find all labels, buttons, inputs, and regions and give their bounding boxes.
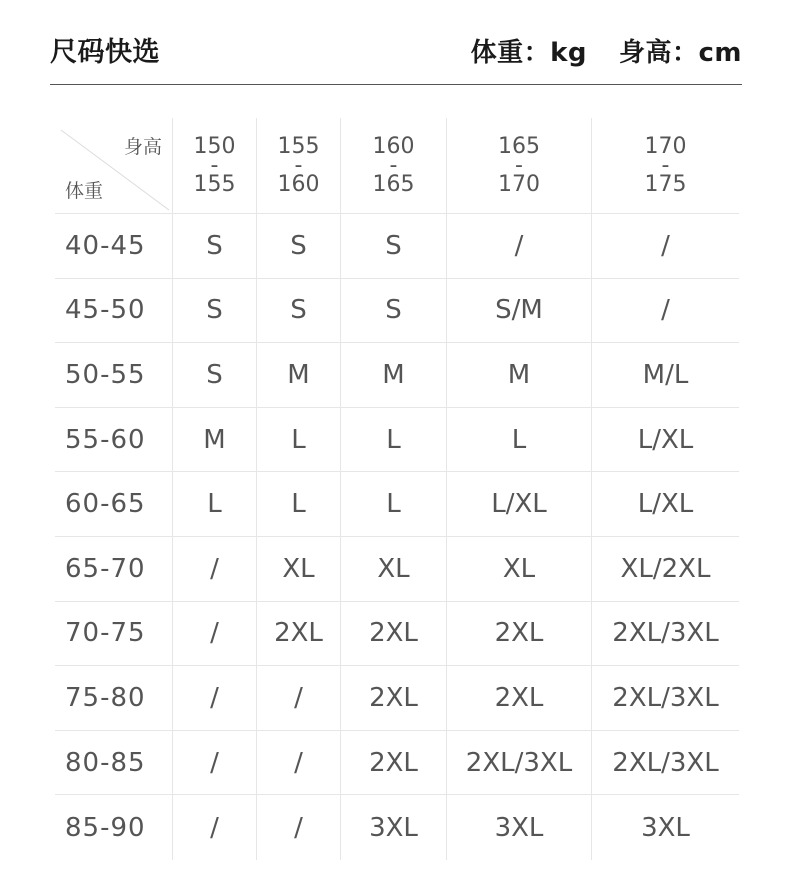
- size-cell: /: [446, 214, 591, 279]
- size-cell: 2XL/3XL: [591, 666, 739, 731]
- height-range-to: 155: [193, 171, 236, 197]
- size-cell: S: [256, 214, 340, 279]
- size-cell: 2XL/3XL: [591, 731, 739, 796]
- weight-range-label: 85-90: [65, 812, 146, 843]
- size-cell: L/XL: [591, 408, 739, 473]
- size-cell: 3XL: [591, 795, 739, 860]
- weight-unit-label: 体重：kg: [470, 38, 587, 68]
- page-title: 尺码快选: [50, 37, 160, 68]
- size-cell: S: [172, 279, 256, 344]
- weight-range-label: 75-80: [55, 666, 172, 731]
- size-cell: /: [172, 537, 256, 602]
- weight-range-label: 40-45: [55, 214, 172, 279]
- size-cell: 2XL: [256, 602, 340, 667]
- size-cell: /: [256, 795, 340, 860]
- height-range-sep: -: [294, 152, 303, 178]
- height-unit-label: 身高：cm: [618, 38, 742, 68]
- height-range-header: [340, 118, 446, 214]
- height-range-to: 175: [644, 171, 687, 197]
- size-cell: L: [340, 408, 446, 473]
- size-cell: S/M: [446, 279, 591, 344]
- height-range-sep: -: [515, 152, 523, 178]
- weight-range-label: 65-70: [55, 537, 172, 602]
- weight-range-label: 50-55: [55, 343, 172, 408]
- size-cell: 3XL: [446, 795, 591, 860]
- height-range-sep: -: [210, 152, 219, 178]
- corner-weight-label: 体重: [65, 180, 104, 202]
- height-range-from: 170: [644, 133, 687, 159]
- size-cell: 2XL/3XL: [446, 731, 591, 796]
- size-cell: M: [446, 343, 591, 408]
- size-cell: /: [172, 666, 256, 731]
- size-cell: XL/2XL: [591, 537, 739, 602]
- size-cell: 2XL/3XL: [591, 602, 739, 667]
- size-cell: S: [172, 214, 256, 279]
- size-cell: M: [340, 343, 446, 408]
- size-cell: L: [340, 472, 446, 537]
- size-cell: S: [340, 214, 446, 279]
- size-cell: 2XL: [340, 602, 446, 667]
- weight-range-label: 80-85: [55, 731, 172, 796]
- height-range-header: [591, 118, 739, 214]
- size-cell: /: [256, 731, 340, 796]
- size-cell: M: [172, 408, 256, 473]
- height-range-to: 165: [372, 171, 415, 197]
- size-cell: L: [172, 472, 256, 537]
- size-cell: XL: [446, 537, 591, 602]
- size-cell: S: [256, 279, 340, 344]
- size-cell: S: [172, 343, 256, 408]
- size-cell: S: [340, 279, 446, 344]
- size-cell: /: [256, 666, 340, 731]
- size-cell: 2XL: [340, 666, 446, 731]
- weight-range-label: 70-75: [55, 602, 172, 667]
- size-cell: 2XL: [446, 666, 591, 731]
- size-cell: /: [172, 731, 256, 796]
- height-range-from: 155: [277, 133, 320, 159]
- size-cell: L/XL: [591, 472, 739, 537]
- size-cell: XL: [256, 537, 340, 602]
- size-cell: XL: [340, 537, 446, 602]
- size-cell: 2XL: [446, 602, 591, 667]
- header: [50, 24, 742, 74]
- size-cell: L: [446, 408, 591, 473]
- height-range-sep: -: [661, 152, 670, 178]
- size-chart-table: [55, 118, 739, 860]
- height-range-sep: -: [389, 152, 398, 178]
- size-cell: M/L: [591, 343, 739, 408]
- size-cell: 3XL: [340, 795, 446, 860]
- corner-height-label: 身高: [123, 136, 162, 158]
- weight-range-label: 60-65: [55, 472, 172, 537]
- size-cell: /: [591, 214, 739, 279]
- height-range-from: 160: [372, 133, 415, 159]
- size-cell: 2XL: [340, 731, 446, 796]
- size-cell: L: [256, 408, 340, 473]
- size-cell: M: [256, 343, 340, 408]
- size-cell: /: [591, 279, 739, 344]
- weight-range-label: 45-50: [55, 279, 172, 344]
- weight-range-label: 55-60: [55, 408, 172, 473]
- height-range-header: [256, 118, 340, 214]
- header-divider: [50, 84, 742, 85]
- height-range-from: 150: [193, 133, 236, 159]
- size-cell: L: [256, 472, 340, 537]
- height-range-to: 160: [277, 171, 320, 197]
- corner-header-cell: [55, 118, 172, 214]
- unit-legend: [471, 32, 742, 69]
- size-cell: L/XL: [446, 472, 591, 537]
- size-cell: /: [172, 795, 256, 860]
- height-range-header: [446, 118, 591, 214]
- height-range-to: 170: [498, 171, 540, 197]
- height-range-header: [172, 118, 256, 214]
- height-range-from: 165: [498, 133, 540, 159]
- size-cell: /: [172, 602, 256, 667]
